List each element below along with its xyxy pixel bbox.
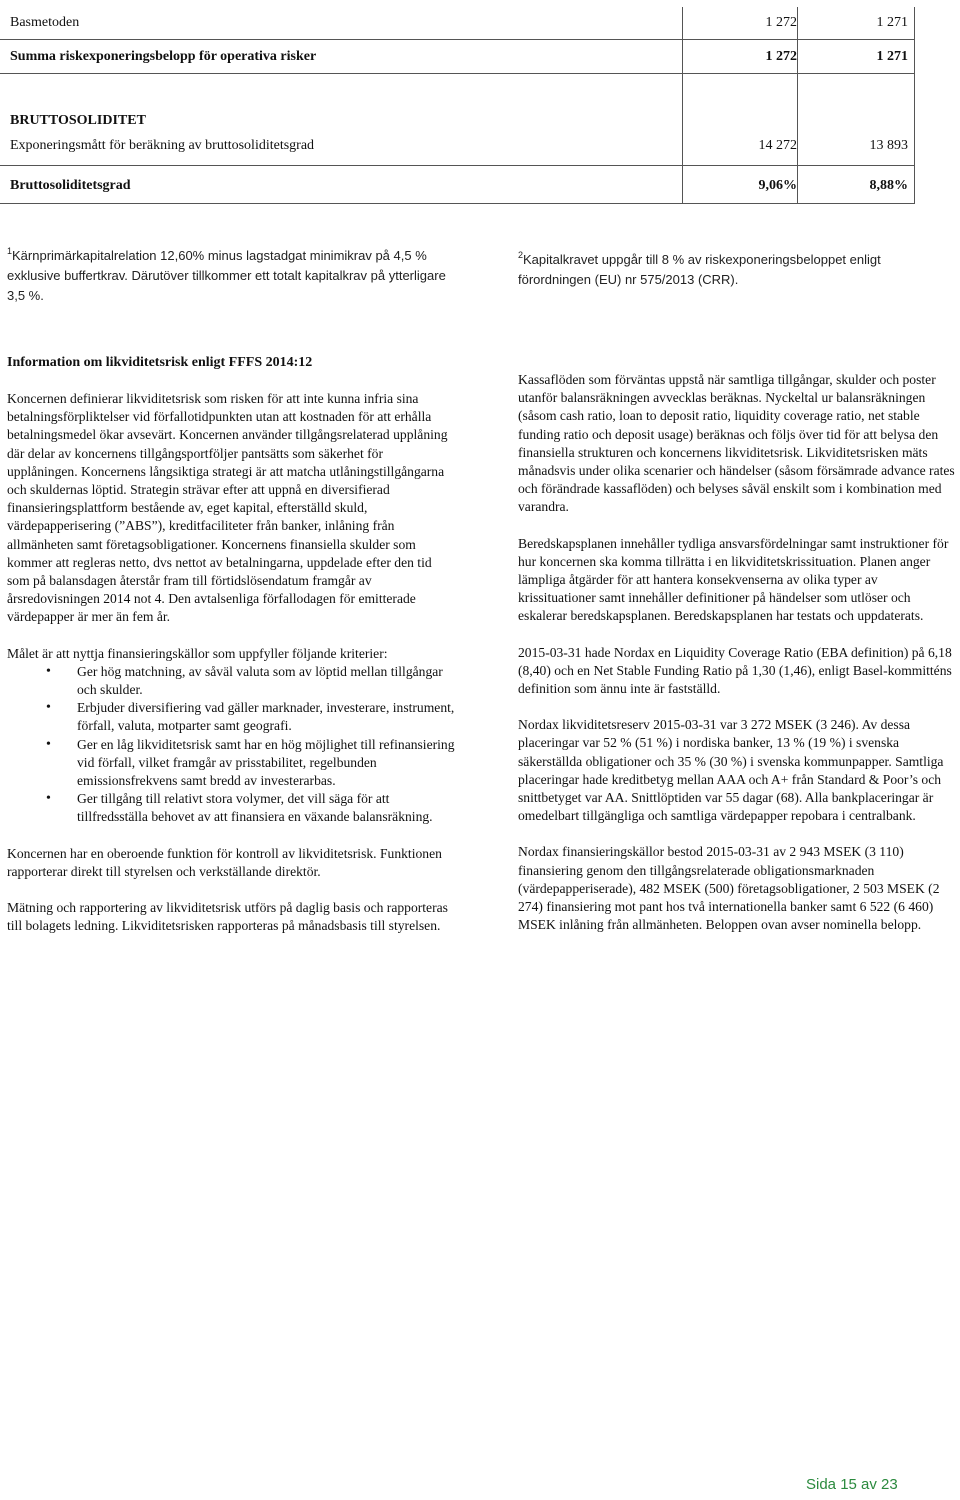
list-item: [7, 736, 455, 791]
table-rule: [0, 165, 915, 166]
row-value-previous: 1 271: [876, 15, 908, 30]
row-label: Exponeringsmått för beräkning av bruttosoliditetsgrad: [10, 138, 315, 153]
paragraph: Beredskapsplanen innehåller tydliga ansvarsfördelningar samt instruktioner för hur koncernen ska komma tillrätta i en likviditetskrissituation. Planen anger lämpliga åtgärder för att hantera konsekvenserna av olika typer av krissituationer samt innehåller definitioner på händelser som utlöser och eskalerar beredskapsplanen. Beredskapsplanen har testats och uppdaterats.: [518, 535, 949, 624]
row-value-current: 1 272: [765, 49, 797, 64]
row-label: Summa riskexponeringsbelopp för operativa risker: [10, 49, 317, 64]
table-rule: [0, 39, 915, 40]
footnote-text: Kapitalkravet uppgår till 8 % av riskexponeringsbeloppet enligt förordningen (EU) nr 575/2013 (CRR).: [518, 252, 881, 287]
page-number: Sida 15 av 23: [806, 1476, 898, 1493]
bullet-icon: •: [46, 700, 51, 716]
footnote-1: [7, 246, 452, 306]
row-label: Basmetoden: [10, 15, 80, 30]
list-item: [7, 663, 455, 699]
paragraph: Nordax likviditetsreserv 2015-03-31 var 3 272 MSEK (3 246). Av dessa placeringar var 52 % (51 %) i nordiska banker, 13 % (19 %) i svenska säkerställda obligationer och 35 % (30 %) i svenska kommunpapper. Samtliga placeringar hade kreditbetyg mellan AAA och A+ från Standard & Poor’s och snittbetyget var AA. Snittlöptiden var 55 dagar (68). Alla bankplaceringar är omedelbart tillgängliga och samtliga värdepapper repobara i centralbank.: [518, 717, 944, 824]
paragraph: Mätning och rapportering av likviditetsrisk utförs på daglig basis och rapporteras till bolagets ledning. Likviditetsrisken rapporteras på månadsbasis till styrelsen.: [7, 900, 448, 934]
list-item-text: Erbjuder diversifiering vad gäller marknader, investerare, instrument, förfall, valuta, motparter samt geografi.: [77, 700, 455, 734]
table-rule: [0, 203, 915, 204]
bullet-icon: •: [46, 791, 51, 807]
row-value-current: 14 272: [758, 138, 797, 153]
paragraph: 2015-03-31 hade Nordax en Liquidity Coverage Ratio (EBA definition) på 6,18 (8,40) och en Net Stable Funding Ratio på 1,30 (1,46), enligt Basel-kommitténs definition som ännu inte är fastställd.: [518, 644, 952, 697]
paragraph: Nordax finansieringskällor bestod 2015-03-31 av 2 943 MSEK (3 110) finansiering genom den tillgångsrelaterade obligationsmarknaden (värdepapperiserade), 482 MSEK (500) företagsobligationer, 2 503 MSEK (2 274) finansiering mot pant hos två internationella banker samt 6 522 (6 460) MSEK inlåning från allmänheten. Beloppen ovan avser nominella belopp.: [518, 844, 940, 933]
row-value-previous: 8,88%: [869, 178, 908, 193]
table-rule: [0, 73, 915, 74]
row-value-current: 9,06%: [758, 178, 797, 193]
paragraph: Koncernen har en oberoende funktion för kontroll av likviditetsrisk. Funktionen rapporterar direkt till styrelsen och verkställande direktör.: [7, 845, 442, 879]
list-item-text: Ger hög matchning, av såväl valuta som av löptid mellan tillgångar och skulder.: [77, 663, 443, 698]
section-heading: BRUTTOSOLIDITET: [10, 113, 146, 128]
bullet-icon: •: [46, 663, 51, 679]
section-heading: Information om likviditetsrisk enligt FFFS 2014:12: [7, 355, 313, 370]
footnote-2: [518, 250, 938, 290]
table-divider-mid: [797, 7, 798, 204]
right-column: [518, 371, 958, 952]
paragraph: Kassaflöden som förväntas uppstå när samtliga tillgångar, skulder och poster utanför balansräkningen avvecklas beräknas. Nyckeltal ur balansräkningen (såsom cash ratio, loan to deposit ratio, liquidity coverage ratio, net stable funding ratio och deposit usage) beräknas och följs över tid för att belysa den finansiella strukturen och koncernens likviditetsrisk. Likviditetsrisken mäts månadsvis under olika scenarier och händelser (såsom försämrade advance rates och förändrade kassaflöden) och belyses såväl enskilt som i kombination med varandra.: [518, 372, 955, 515]
row-value-current: 1 272: [765, 15, 797, 30]
table-divider-left: [682, 7, 683, 204]
row-label: Bruttosoliditetsgrad: [10, 178, 131, 193]
list-item: [7, 699, 455, 735]
list-item: [7, 790, 455, 826]
table-divider-right: [914, 7, 915, 204]
footnote-mark: 1: [7, 246, 13, 256]
row-value-previous: 1 271: [876, 49, 908, 64]
list-item-text: Ger tillgång till relativt stora volymer, det vill säga för att tillfredsställa behovet av att finansiera en växande balansräkning.: [77, 791, 433, 825]
left-column: [7, 354, 455, 953]
paragraph: Målet är att nyttja finansieringskällor som uppfyller följande kriterier:: [7, 645, 388, 661]
footnote-text: Kärnprimärkapitalrelation 12,60% minus lagstadgat minimikrav på 4,5 % exklusive buffertkrav. Därutöver tillkommer ett totalt kapitalkrav på ytterligare 3,5 %.: [7, 248, 446, 303]
row-value-previous: 13 893: [869, 138, 908, 153]
footnote-mark: 2: [518, 250, 524, 260]
list-item-text: Ger en låg likviditetsrisk samt har en hög möjlighet till refinansiering vid förfall, vilket framgår av prisstabilitet, regelbunden emissionsfrekvens samt bredd av investerarbas.: [77, 736, 455, 789]
paragraph: Koncernen definierar likviditetsrisk som risken för att inte kunna infria sina betalningsförpliktelser vid förfallotidpunkten utan att kostnaden för att erhålla betalningsmedel ökar avsevärt. Koncernen använder tillgångsrelaterad upplåning där delar av koncernens tillgångsportföljer pantsätts som säkerhet för upplåningen. Koncernens långsiktiga strategi är att matcha utlåningstillgångarna och skuldernas löptid. Strategin strävar efter att uppnå en diversifierad finansieringsplattform bestående av, eget kapital, efterställd skuld, värdepapperisering (”ABS”), kreditfaciliteter från banker, inlåning från allmänheten samt företagsobligationer. Koncernens finansiella skulder som kommer att regleras netto, dvs nettot av betalningarna, uppdelade efter den tid som på balansdagen återstår fram till förtidslösendatum framgår av årsredovisningen 2014 not 4. Den avtalsenliga förfallodagen för emitterade värdepapper är mer än fem år.: [7, 391, 448, 625]
bullet-icon: •: [46, 736, 51, 752]
criteria-list: [7, 663, 455, 827]
